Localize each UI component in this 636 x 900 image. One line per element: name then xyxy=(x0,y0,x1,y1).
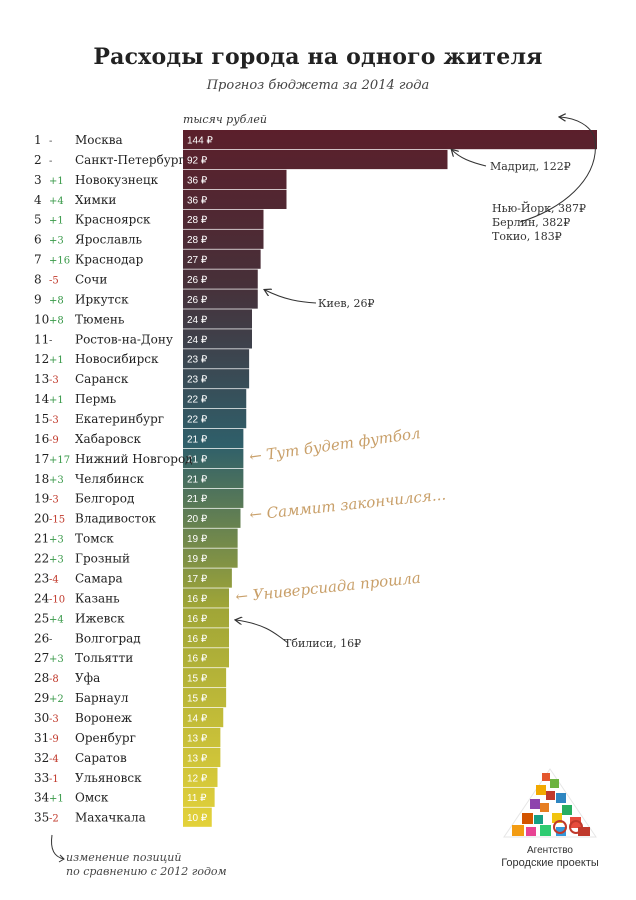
rank-label: 24 xyxy=(34,591,50,606)
city-label: Казань xyxy=(75,591,120,606)
bar-value-label: 22 ₽ xyxy=(187,394,208,406)
footnote-arrow xyxy=(38,833,78,873)
bar-value-label: 16 ₽ xyxy=(187,653,208,665)
city-label: Новокузнецк xyxy=(75,172,159,187)
rank-change-label: +2 xyxy=(49,694,64,706)
page-title: Расходы города на одного жителя xyxy=(93,44,543,70)
rank-change-label: +1 xyxy=(49,215,64,227)
footnote-line-1: изменение позиций xyxy=(66,851,182,864)
city-label: Барнаул xyxy=(75,691,129,706)
bar-value-label: 19 ₽ xyxy=(187,534,208,546)
rank-label: 16 xyxy=(34,431,50,446)
rank-label: 15 xyxy=(34,412,50,427)
annotation-kiev: Киев, 26₽ xyxy=(318,297,375,310)
bar-value-label: 21 ₽ xyxy=(187,454,208,466)
rank-change-label: -3 xyxy=(49,415,59,427)
rank-change-label: +1 xyxy=(49,793,64,805)
city-label: Ростов-на-Дону xyxy=(75,332,173,347)
rank-label: 13 xyxy=(34,372,50,387)
rank-label: 6 xyxy=(34,232,42,247)
city-label: Хабаровск xyxy=(75,431,141,446)
city-label: Нижний Новгород xyxy=(75,451,193,466)
bar-value-label: 14 ₽ xyxy=(187,713,208,725)
city-label: Томск xyxy=(75,531,114,546)
bar-2 xyxy=(183,150,448,169)
bar-value-label: 92 ₽ xyxy=(187,155,208,167)
rank-change-label: +4 xyxy=(49,614,64,626)
city-label: Красноярск xyxy=(75,212,151,227)
bar-value-label: 16 ₽ xyxy=(187,613,208,625)
city-label: Новосибирск xyxy=(75,352,159,367)
annotation-newyork: Нью-Йорк, 387₽ xyxy=(492,202,586,215)
rank-change-label: - xyxy=(49,136,53,147)
rank-label: 33 xyxy=(34,770,50,785)
tbilisi-arrow xyxy=(236,620,288,643)
city-label: Владивосток xyxy=(75,511,157,526)
rank-label: 23 xyxy=(34,571,50,586)
city-label: Челябинск xyxy=(75,471,145,486)
rank-change-label: -15 xyxy=(49,514,66,526)
rank-label: 32 xyxy=(34,750,50,765)
rank-change-label: -4 xyxy=(49,574,59,586)
rank-label: 26 xyxy=(34,631,50,646)
rank-change-label: +3 xyxy=(49,654,64,666)
rank-label: 7 xyxy=(34,252,42,267)
city-label: Тольятти xyxy=(75,651,134,666)
rank-label: 9 xyxy=(34,292,42,307)
city-label: Ижевск xyxy=(75,611,125,626)
rank-change-label: -9 xyxy=(49,733,59,745)
rank-change-label: -2 xyxy=(49,813,59,825)
rank-label: 25 xyxy=(34,611,50,626)
bar-value-label: 12 ₽ xyxy=(187,773,208,785)
footnote xyxy=(66,851,227,879)
city-label: Сочи xyxy=(75,272,108,287)
bar-value-label: 28 ₽ xyxy=(187,235,208,247)
rank-change-label: -1 xyxy=(49,773,59,785)
rank-change-label: +4 xyxy=(49,195,64,207)
city-label: Омск xyxy=(75,790,109,805)
city-label: Иркутск xyxy=(75,292,129,307)
rank-label: 34 xyxy=(34,790,50,805)
city-label: Оренбург xyxy=(75,730,136,745)
city-label: Саранск xyxy=(75,372,129,387)
rank-change-label: -3 xyxy=(49,713,59,725)
agency-logo xyxy=(500,765,600,840)
city-label: Санкт-Петербург xyxy=(75,152,185,167)
footnote-line-2: по сравнению с 2012 годом xyxy=(66,865,227,878)
rank-label: 20 xyxy=(34,511,50,526)
rank-change-label: -8 xyxy=(49,674,59,686)
rank-change-label: +8 xyxy=(49,295,64,307)
rank-change-label: +16 xyxy=(49,255,71,267)
rank-change-label: -3 xyxy=(49,375,59,387)
rank-change-label: +17 xyxy=(49,454,71,466)
city-label: Уфа xyxy=(75,671,101,686)
annotation-tokyo: Токио, 183₽ xyxy=(492,230,562,243)
bar-value-label: 21 ₽ xyxy=(187,434,208,446)
rank-change-label: +1 xyxy=(49,355,64,367)
city-label: Москва xyxy=(75,133,123,147)
rank-change-label: -4 xyxy=(49,753,59,765)
rank-label: 29 xyxy=(34,691,50,706)
bar-value-label: 17 ₽ xyxy=(187,573,208,585)
page-subtitle: Прогноз бюджета за 2014 года xyxy=(206,78,430,93)
unit-label: тысяч рублей xyxy=(183,113,267,126)
rank-label: 30 xyxy=(34,710,50,725)
note-summit: ← Саммит закончился... xyxy=(248,485,447,524)
annotation-madrid: Мадрид, 122₽ xyxy=(490,160,571,173)
rank-label: 35 xyxy=(34,810,50,825)
bar-value-label: 20 ₽ xyxy=(187,514,208,526)
bar-1 xyxy=(183,130,597,149)
city-label: Краснодар xyxy=(75,252,144,267)
rank-label: 31 xyxy=(34,730,50,745)
rank-change-label: +1 xyxy=(49,175,64,187)
city-label: Самара xyxy=(75,571,123,586)
rank-label: 17 xyxy=(34,451,50,466)
bar-value-label: 24 ₽ xyxy=(187,314,208,326)
bar-value-label: 26 ₽ xyxy=(187,294,208,306)
bar-value-label: 36 ₽ xyxy=(187,195,208,207)
city-label: Екатеринбург xyxy=(75,412,165,427)
bar-value-label: 16 ₽ xyxy=(187,633,208,645)
bar-value-label: 16 ₽ xyxy=(187,593,208,605)
rank-change-label: -10 xyxy=(49,594,66,606)
rank-change-label: +1 xyxy=(49,395,64,407)
bar-value-label: 13 ₽ xyxy=(187,733,208,745)
city-label: Белгород xyxy=(75,491,135,506)
rank-change-label: - xyxy=(49,335,53,347)
bar-value-label: 26 ₽ xyxy=(187,275,208,287)
city-label: Тюмень xyxy=(75,312,125,327)
rank-change-label: +3 xyxy=(49,554,64,566)
rank-label: 27 xyxy=(34,651,50,666)
note-universiade: ← Универсиада прошла xyxy=(234,568,422,606)
bar-value-label: 27 ₽ xyxy=(187,255,208,267)
rank-change-label: - xyxy=(49,155,53,167)
annotation-berlin: Берлин, 382₽ xyxy=(492,216,571,229)
bar-value-label: 10 ₽ xyxy=(187,813,208,825)
city-label: Саратов xyxy=(75,750,127,765)
bar-value-label: 28 ₽ xyxy=(187,215,208,227)
rank-label: 19 xyxy=(34,491,50,506)
annotation-tbilisi: Тбилиси, 16₽ xyxy=(284,637,362,650)
bar-value-label: 21 ₽ xyxy=(187,494,208,506)
rank-label: 21 xyxy=(34,531,50,546)
rank-label: 2 xyxy=(34,152,42,167)
logo-caption xyxy=(488,845,612,869)
logo-caption-line-1: Агентство xyxy=(527,845,573,856)
rank-label: 8 xyxy=(34,272,42,287)
rank-label: 22 xyxy=(34,551,50,566)
city-label: Ульяновск xyxy=(75,770,142,785)
bar-value-label: 22 ₽ xyxy=(187,414,208,426)
rank-label: 4 xyxy=(34,192,42,207)
city-label: Волгоград xyxy=(75,631,141,646)
kiev-arrow xyxy=(265,290,316,303)
rank-label: 11 xyxy=(34,332,50,347)
city-label: Грозный xyxy=(75,551,130,566)
bar-value-label: 23 ₽ xyxy=(187,374,208,386)
logo-caption-line-2: Городские проекты xyxy=(501,857,599,869)
rank-label: 10 xyxy=(34,312,50,327)
rank-change-label: -3 xyxy=(49,494,59,506)
rank-label: 3 xyxy=(34,172,42,187)
bar-value-label: 24 ₽ xyxy=(187,334,208,346)
bar-value-label: 144 ₽ xyxy=(187,135,213,147)
rank-label: 14 xyxy=(34,392,50,407)
bar-value-label: 21 ₽ xyxy=(187,474,208,486)
city-label: Пермь xyxy=(75,392,117,407)
rank-change-label: +8 xyxy=(49,315,64,327)
rank-label: 5 xyxy=(34,212,42,227)
rank-label: 18 xyxy=(34,471,50,486)
bar-value-label: 19 ₽ xyxy=(187,554,208,566)
city-label: Махачкала xyxy=(75,810,146,825)
rank-label: 28 xyxy=(34,671,50,686)
rank-change-label: -9 xyxy=(49,434,59,446)
bar-value-label: 15 ₽ xyxy=(187,673,208,685)
bar-value-label: 15 ₽ xyxy=(187,693,208,705)
rank-change-label: - xyxy=(49,634,53,646)
madrid-arrow xyxy=(452,150,486,166)
city-label: Ярославль xyxy=(75,232,143,247)
rank-change-label: +3 xyxy=(49,474,64,486)
bar-value-label: 36 ₽ xyxy=(187,175,208,187)
rank-change-label: +3 xyxy=(49,235,64,247)
rank-change-label: +3 xyxy=(49,534,64,546)
bar-value-label: 11 ₽ xyxy=(187,793,207,805)
rank-change-label: -5 xyxy=(49,275,59,287)
note-football: ← Тут будет футбол xyxy=(248,424,422,466)
bar-value-label: 13 ₽ xyxy=(187,753,208,765)
city-label: Химки xyxy=(75,192,117,207)
rank-label: 12 xyxy=(34,352,50,367)
city-label: Воронеж xyxy=(75,710,133,725)
bar-value-label: 23 ₽ xyxy=(187,354,208,366)
rank-label: 1 xyxy=(34,133,42,147)
